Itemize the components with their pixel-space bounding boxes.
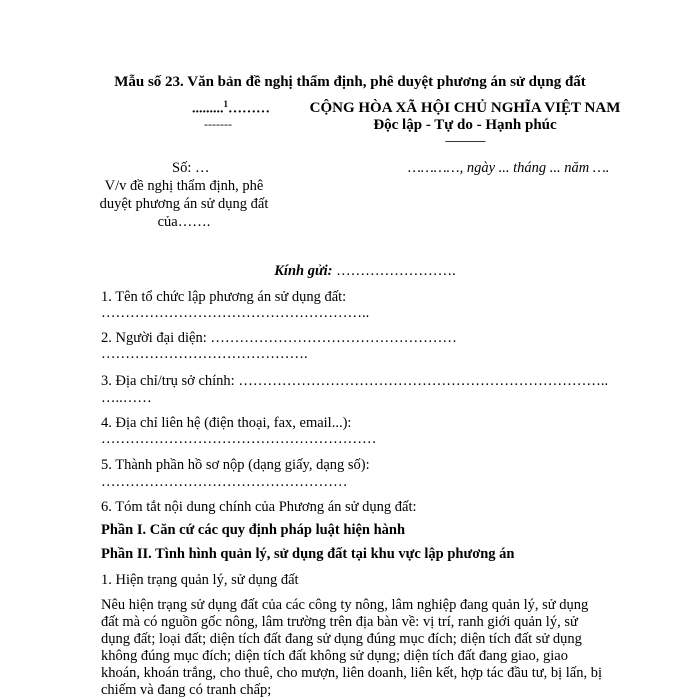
country-name: CỘNG HÒA XÃ HỘI CHỦ NGHĨA VIỆT NAM [309,100,621,116]
item-4-fill: ………………………………………………… [101,431,377,447]
item-6-label: 6. Tóm tắt nội dung chính của Phương án sử dụng đất: [101,499,417,515]
paragraph-line: chiếm và đang có tranh chấp; [101,682,272,698]
date-line: …………, ngày ... tháng ... năm …. [408,160,610,176]
document-number: Số: … [172,160,210,176]
paragraph-line: Nêu hiện trạng sử dụng đất của các công ty nông, lâm nghiệp đang quản lý, sử dụng [101,597,589,613]
item-2-fill: ……………………………………. [101,346,308,362]
part-1-heading: Phần I. Căn cứ các quy định pháp luật hiện hành [101,522,406,538]
item-5-label: 5. Thành phần hồ sơ nộp (dạng giấy, dạng số): [101,457,370,473]
org-name-placeholder: .........$^1$……… [192,99,270,117]
item-1-fill: ……………………………………………….. [101,305,370,321]
item-4-label: 4. Địa chỉ liên hệ (điện thoại, fax, email...): [101,415,352,431]
document-subject [84,177,284,231]
item-5-fill: …………………………………………… [101,474,348,490]
item-3-label: 3. Địa chỉ/trụ sở chính: ………………………………………………………………….. [101,373,609,389]
subject-line: V/v đề nghị thẩm định, phê [104,178,264,194]
item-3-fill: …..…… [101,390,152,406]
subject-line: của……. [157,214,211,230]
motto-underline: --------------- [445,135,485,147]
subject-line: duyệt phương án sử dụng đất [99,196,269,212]
item-2-label: 2. Người đại diện: …………………………………………… [101,330,457,346]
paragraph-line: không đúng mục đích; diện tích đất không sử dụng; diện tích đất đang giao, giao [101,648,568,664]
document-title: Mẫu số 23. Văn bản đề nghị thẩm định, phê duyệt phương án sử dụng đất [114,74,586,90]
paragraph-line: đất mà có nguồn gốc nông, lâm trường trên địa bàn về: vị trí, ranh giới quản lý, sử [101,614,578,630]
paragraph-line: khoán, khoán trắng, cho thuê, cho mượn, liên doanh, liên kết, hợp tác đầu tư, bị lấn, bị [101,665,602,681]
part-2-heading: Phần II. Tình hình quản lý, sử dụng đất tại khu vực lập phương án [101,546,515,562]
org-dashes: ------- [204,117,232,131]
paragraph-line: dụng đất; loại đất; diện tích đất đang sử dụng đúng mục đích; diện tích đất sử dụng [101,631,582,647]
national-motto: Độc lập - Tự do - Hạnh phúc [373,117,557,133]
body-paragraph [101,597,621,699]
recipient-line: Kính gửi: ……………………. [274,263,456,279]
item-1-label: 1. Tên tổ chức lập phương án sử dụng đất: [101,289,347,305]
subsection-1-heading: 1. Hiện trạng quản lý, sử dụng đất [101,572,299,588]
